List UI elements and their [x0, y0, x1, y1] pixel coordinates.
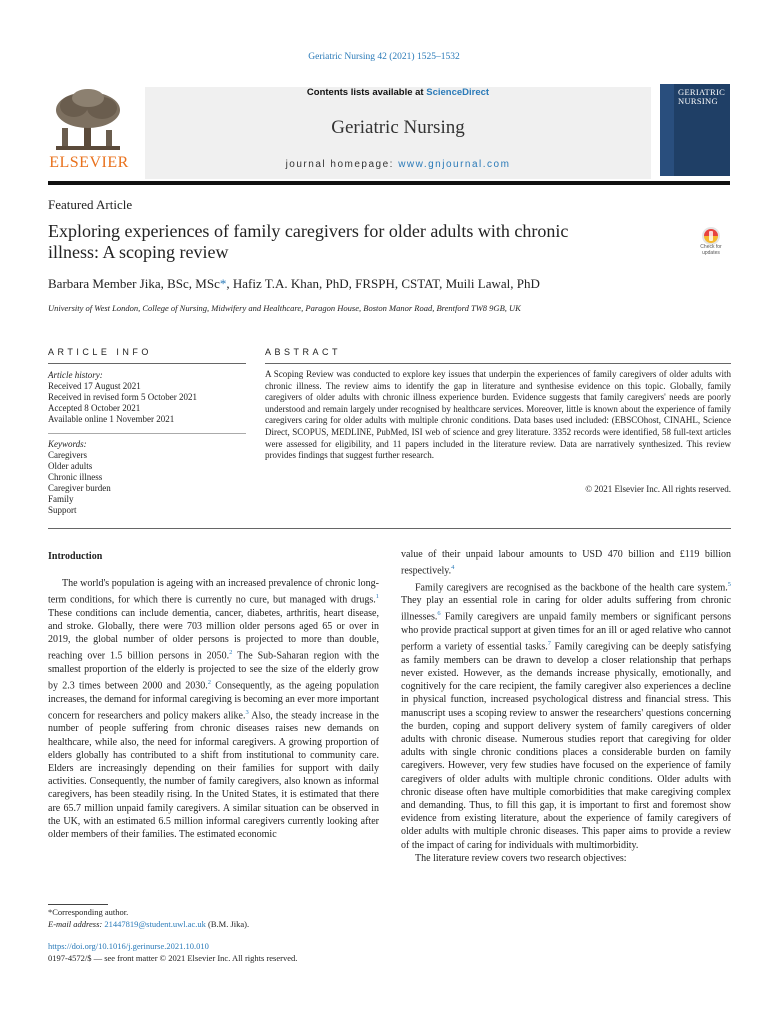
- check-for-updates-label: [692, 245, 730, 256]
- corresponding-author-mark[interactable]: *: [219, 276, 227, 291]
- left-column: [48, 577, 379, 841]
- abstract-copyright: © 2021 Elsevier Inc. All rights reserved.: [585, 484, 731, 494]
- corresponding-author-note: *Corresponding author.: [48, 907, 129, 917]
- reference-link[interactable]: 3: [245, 708, 249, 716]
- text-run: The Sub-Saharan region with the smallest proportion of the elderly is projected to see the size of the elderly grow by 2.3 times between 2000 and 2030.: [48, 650, 380, 692]
- abstract-text: A Scoping Review was conducted to explore key issues that underpin the experiences of family caregivers of older adults with chronic illness. The review aims to identify the gap in literature and synthesise evidence on this topic. Globally, family caregivers of older adults with chronic illness experience burden. Evidence suggests that family caregivers' needs are poorly understood and remain largely under recognised by healthcare services. Moreover, little is known about the experience of family caregivers caring for older adults with multiple chronic conditions. Data bases used included: (EBSCOhost, CINAHL, Science Direct, SCOPUS, MEDLINE, PubMed, ISI web of science and grey literature. 3352 records were identified, 58 full-text articles were assessed for eligibility, and 11 papers included in the literature review. Data are narratively synthesized. This review provides findings that suggest further research.: [265, 369, 731, 461]
- homepage-line: [145, 159, 651, 170]
- text-run: value of their unpaid labour amounts to USD 470 billion and £119 billion respectively.: [401, 549, 731, 577]
- check-for-updates-icon[interactable]: [692, 224, 730, 262]
- email-label: E-mail address:: [48, 919, 105, 929]
- body-paragraph: [48, 577, 379, 841]
- homepage-prefix: journal homepage:: [285, 159, 399, 170]
- keywords-rule: [48, 433, 246, 434]
- history-online: Available online 1 November 2021: [48, 414, 175, 424]
- text-run: These conditions can include dementia, cancer, diabetes, arthritis, heart disease, and stroke. Globally, there were 703 million older persons aged 65 or over in 2019, the global number of older persons is projected to more than double, reaching over 1.5 billion persons in 2050.: [48, 607, 379, 662]
- affiliation: University of West London, College of Nursing, Midwifery and Healthcare, Paragon House, Boston Manor Road, Brentford TW8 9GB, UK: [48, 303, 521, 313]
- text-run: Family caregivers are unpaid family members or significant persons who provide practical support at given times for an ill or aged relative who cannot perform a variety of essential tasks.: [401, 611, 731, 653]
- reference-link[interactable]: 2: [207, 679, 212, 687]
- body-paragraph: [401, 548, 731, 578]
- history-label: Article history:: [48, 370, 103, 380]
- email-line: [48, 918, 249, 930]
- badge-line1: Check for: [700, 244, 722, 250]
- keyword: Chronic illness: [48, 472, 103, 482]
- contents-prefix: Contents lists available at: [306, 87, 427, 98]
- abstract-rule: [265, 363, 731, 364]
- article-type: Featured Article: [48, 197, 133, 212]
- keyword: Support: [48, 505, 77, 515]
- history-received: Received 17 August 2021: [48, 381, 141, 391]
- cover-title-line2: NURSING: [678, 96, 718, 106]
- article-title-line2: illness: A scoping review: [48, 242, 229, 262]
- elsevier-logo-text: ELSEVIER: [49, 154, 129, 171]
- keyword: Family: [48, 494, 74, 504]
- body-paragraph: [401, 578, 731, 852]
- cover-strip: [660, 84, 674, 176]
- history-accepted: Accepted 8 October 2021: [48, 403, 141, 413]
- reference-link[interactable]: 6: [437, 610, 441, 618]
- other-authors: , Hafiz T.A. Khan, PhD, FRSPH, CSTAT, Muili Lawal, PhD: [226, 276, 540, 291]
- cover-title-line1: GERIATRIC: [678, 87, 726, 97]
- text-run: Family caregivers are recognised as the backbone of the health care system.: [415, 582, 728, 594]
- article-title: [48, 221, 668, 263]
- footnote-rule: [48, 904, 108, 905]
- reference-link[interactable]: 7: [547, 640, 552, 648]
- article-info-rule: [48, 363, 246, 364]
- text-run: Also, the steady increase in the number of people suffering from chronic diseases raises new demands on healthcare, while also, the need for informal caregivers. A growing proportion of elders globally has contributed to a shift from institutional to community care. Elders are increasingly depending on their families for support with daily activities. Consequently, the number of family caregivers, also known as informal caregivers, has been steadily rising. In the United States, it is estimated that there are 65.7 million unpaid family caregivers. A similar situation can be observed in the UK, with an estimated 6.5 million informal caregivers currently looking after older members of their families. The estimated economic: [48, 710, 379, 840]
- journal-cover-image[interactable]: [660, 84, 730, 176]
- header-rule: [48, 181, 730, 185]
- elsevier-tree-icon: [48, 88, 128, 152]
- article-history: [48, 370, 197, 425]
- abstract-bottom-rule: [48, 528, 731, 529]
- reference-link[interactable]: 2: [229, 649, 233, 657]
- journal-title: Geriatric Nursing: [331, 117, 465, 138]
- email-link[interactable]: 21447819@student.uwl.ac.uk: [104, 919, 206, 929]
- journal-reference[interactable]: Geriatric Nursing 42 (2021) 1525–1532: [308, 52, 460, 62]
- reference-link[interactable]: 4: [451, 564, 455, 572]
- keywords-list: [48, 439, 111, 516]
- text-run: The world's population is ageing with an increased prevalence of chronic long-term conditions, for which there is currently no cure, but managed with drugs.: [48, 578, 379, 606]
- doi-link[interactable]: https://doi.org/10.1016/j.gerinurse.2021.10.010: [48, 941, 209, 951]
- history-revised: Received in revised form 5 October 2021: [48, 392, 197, 402]
- footnote: [48, 906, 249, 930]
- contents-line: [145, 87, 651, 98]
- email-suffix: (B.M. Jika).: [205, 919, 250, 929]
- issn-line: 0197-4572/$ — see front matter © 2021 Elsevier Inc. All rights reserved.: [48, 953, 298, 963]
- reference-link[interactable]: 5: [727, 580, 731, 588]
- introduction-heading: Introduction: [48, 551, 103, 562]
- keywords-label: Keywords:: [48, 439, 87, 449]
- text-run: Consequently, as the ageing population increases, the demand for informal caregiving is becoming an ever more important concern for researchers and policy makers alike.: [48, 680, 380, 722]
- homepage-link[interactable]: www.gnjournal.com: [398, 159, 511, 170]
- cover-title: [678, 88, 728, 106]
- author-list: [48, 276, 540, 292]
- text-run: Family caregiving can be deeply satisfying as family members can be drawn to develop a closer relationship that perhaps never existed. However, as the demands increase physically, emotionally, and cognitively for the care recipient, the family caregiver also experiences a decline in physical function, increased psychological distress and financial stress. This manuscript uses a scoping review to answer the researchers' questions concerning the burden, coping and support delivery system of family caregivers of older adults with chronic disease. Numerous studies report that caregiving for older adults with single chronic conditions places a considerable burden on family caregivers. However, very few studies have focused on the experience of family caregivers of older adults with multiple chronic conditions. Older adults with chronic disease often have multiple comorbidities that make caregiving complex and demanding. Thus, to fill this gap, it is important to first and foremost show evidence from existing literature, about the experience of family caregivers of older adults with multiple chronic diseases. This paper aims to provide a review of the impact of caring for individuals with multimorbidity.: [401, 641, 731, 851]
- sciencedirect-link[interactable]: ScienceDirect: [426, 87, 490, 98]
- badge-line2: updates: [702, 249, 720, 256]
- author-1[interactable]: Barbara Member Jika, BSc, MSc: [48, 276, 220, 291]
- keyword: Caregivers: [48, 450, 87, 460]
- abstract-heading: ABSTRACT: [265, 347, 342, 357]
- keyword: Older adults: [48, 461, 93, 471]
- text-run: They play an essential role in caring for older adults suffering from chronic illnesses.: [401, 595, 731, 623]
- article-title-line1: Exploring experiences of family caregivers for older adults with chronic: [48, 221, 569, 241]
- right-column: [401, 548, 731, 865]
- article-info-heading: ARTICLE INFO: [48, 347, 152, 357]
- reference-link[interactable]: 1: [375, 593, 379, 601]
- body-paragraph: The literature review covers two research objectives:: [415, 852, 627, 864]
- keyword: Caregiver burden: [48, 483, 111, 493]
